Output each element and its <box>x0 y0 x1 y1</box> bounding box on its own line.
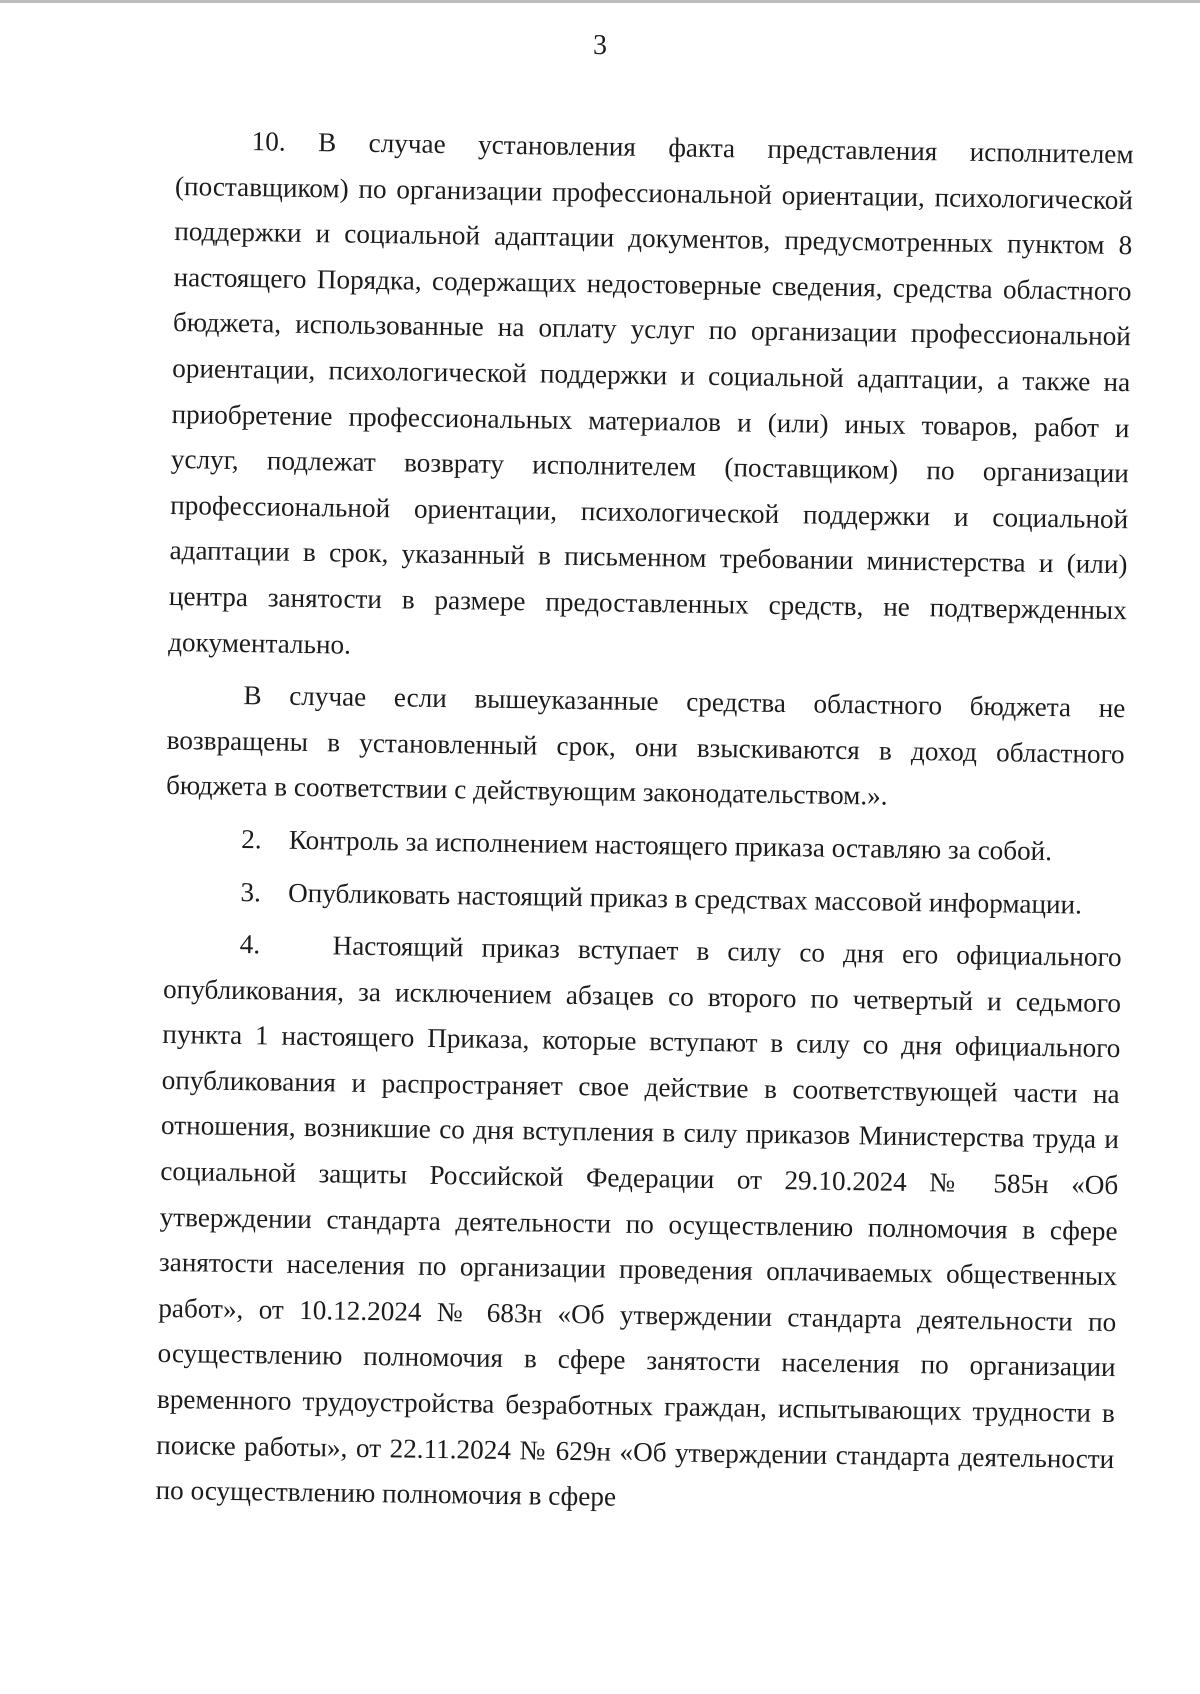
paragraph-refund-enforcement: В случае если вышеуказанные средства областного бюджета не возвращены в установленный срок, они взыскиваются в доход областного бюджета в соответствии с действующим законодательством.». <box>165 680 1126 811</box>
document-body <box>155 118 1134 1528</box>
page-number: 3 <box>593 30 607 61</box>
paragraph-item-3: 3. Опубликовать настоящий приказ в средствах массовой информации. <box>240 876 1083 920</box>
paragraph-item-2: 2. Контроль за исполнением настоящего приказа оставляю за собой. <box>241 823 1053 866</box>
paragraph-item-4: 4. Настоящий приказ вступает в силу со дня его официального опубликования, за исключением абзацев со второго по четвертый и седьмого пункта 1 настоящего Приказа, которые вступают в силу со дня официального опубликования и распространяет свое действие в соответствующей части на отношения, возникшие со дня вступления в силу приказов Министерства труда и социальной защиты Российской Федерации от 29.10.2024 № 585н «Об утверждении стандарта деятельности по осуществлению полномочия в сфере занятости населения по организации проведения оплачиваемых общественных работ», от 10.12.2024 № 683н «Об утверждении стандарта деятельности по осуществлению полномочия в сфере занятости населения по организации временного трудоустройства безработных граждан, испытывающих трудности в поиске работы», от 22.11.2024 № 629н «Об утверждении стандарта деятельности по осуществлению полномочия в сфере <box>155 929 1122 1512</box>
page-top-edge <box>0 0 1200 3</box>
paragraph-item-10: 10. В случае установления факта представления исполнителем (поставщиком) по организации профессиональной ориентации, психологической поддержки и социальной адаптации документов, предусмотренных пунктом 8 настоящего Порядка, содержащих недостоверные сведения, средства областного бюджета, использованные на оплату услуг по организации профессиональной ориентации, психологической поддержки и социальной адаптации, а также на приобретение профессиональных материалов и (или) иных товаров, работ и услуг, подлежат возврату исполнителем (поставщиком) по организации профессиональной ориентации, психологической поддержки и социальной адаптации в срок, указанный в письменном требовании министерства и (или) центра занятости в размере предоставленных средств, не подтвержденных документально. <box>168 126 1134 660</box>
